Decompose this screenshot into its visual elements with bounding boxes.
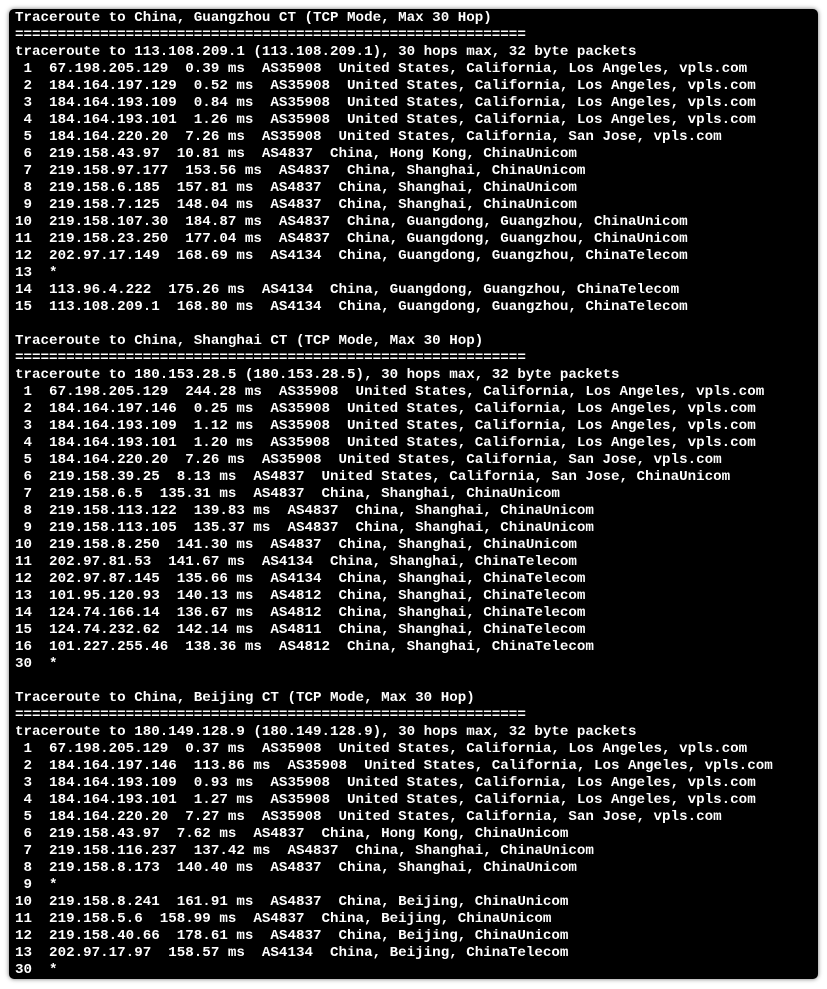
hop-line: 12 219.158.40.66 178.61 ms AS4837 China, Beijing, ChinaUnicom xyxy=(15,928,569,944)
section-title: Traceroute to China, Shanghai CT (TCP Mode, Max 30 Hop) xyxy=(15,333,484,349)
hop-line: 9 219.158.7.125 148.04 ms AS4837 China, Shanghai, ChinaUnicom xyxy=(15,197,577,213)
hop-line: 4 184.164.193.101 1.26 ms AS35908 United States, California, Los Angeles, vpls.com xyxy=(15,112,756,128)
hop-line: 2 184.164.197.146 113.86 ms AS35908 United States, California, Los Angeles, vpls.com xyxy=(15,758,773,774)
hop-line: 4 184.164.193.101 1.20 ms AS35908 United States, California, Los Angeles, vpls.com xyxy=(15,435,756,451)
hop-line: 30 * xyxy=(15,656,58,672)
traceroute-section xyxy=(15,333,818,673)
hop-line: 16 101.227.255.46 138.36 ms AS4812 China, Shanghai, ChinaTelecom xyxy=(15,639,594,655)
hop-line: 1 67.198.205.129 0.39 ms AS35908 United States, California, Los Angeles, vpls.com xyxy=(15,61,748,77)
section-separator: ============================================================ xyxy=(15,27,526,43)
hop-line: 8 219.158.113.122 139.83 ms AS4837 China, Shanghai, ChinaUnicom xyxy=(15,503,594,519)
hop-line: 11 219.158.5.6 158.99 ms AS4837 China, Beijing, ChinaUnicom xyxy=(15,911,552,927)
hop-line: 3 184.164.193.109 0.84 ms AS35908 United States, California, Los Angeles, vpls.com xyxy=(15,95,756,111)
hop-line: 6 219.158.43.97 7.62 ms AS4837 China, Hong Kong, ChinaUnicom xyxy=(15,826,569,842)
hop-line: 8 219.158.6.185 157.81 ms AS4837 China, Shanghai, ChinaUnicom xyxy=(15,180,577,196)
hop-line: 14 113.96.4.222 175.26 ms AS4134 China, Guangdong, Guangzhou, ChinaTelecom xyxy=(15,282,680,298)
hop-line: 3 184.164.193.109 0.93 ms AS35908 United States, California, Los Angeles, vpls.com xyxy=(15,775,756,791)
hop-line: 9 * xyxy=(15,877,58,893)
hop-line: 30 * xyxy=(15,962,58,978)
hop-line: 5 184.164.220.20 7.26 ms AS35908 United States, California, San Jose, vpls.com xyxy=(15,452,722,468)
hop-line: 9 219.158.113.105 135.37 ms AS4837 China, Shanghai, ChinaUnicom xyxy=(15,520,594,536)
terminal-output xyxy=(15,10,818,979)
hop-line: 10 219.158.107.30 184.87 ms AS4837 China, Guangdong, Guangzhou, ChinaUnicom xyxy=(15,214,688,230)
hop-line: 6 219.158.43.97 10.81 ms AS4837 China, Hong Kong, ChinaUnicom xyxy=(15,146,577,162)
hop-line: 12 202.97.87.145 135.66 ms AS4134 China, Shanghai, ChinaTelecom xyxy=(15,571,586,587)
traceroute-command-header: traceroute to 113.108.209.1 (113.108.209.1), 30 hops max, 32 byte packets xyxy=(15,44,637,60)
section-title: Traceroute to China, Beijing CT (TCP Mode, Max 30 Hop) xyxy=(15,690,475,706)
hop-line: 12 202.97.17.149 168.69 ms AS4134 China, Guangdong, Guangzhou, ChinaTelecom xyxy=(15,248,688,264)
terminal-window[interactable] xyxy=(9,9,818,979)
hop-line: 13 * xyxy=(15,265,58,281)
hop-line: 10 219.158.8.250 141.30 ms AS4837 China, Shanghai, ChinaUnicom xyxy=(15,537,577,553)
hop-line: 13 202.97.17.97 158.57 ms AS4134 China, Beijing, ChinaTelecom xyxy=(15,945,569,961)
hop-line: 13 101.95.120.93 140.13 ms AS4812 China, Shanghai, ChinaTelecom xyxy=(15,588,586,604)
section-separator: ============================================================ xyxy=(15,707,526,723)
hop-line: 1 67.198.205.129 0.37 ms AS35908 United States, California, Los Angeles, vpls.com xyxy=(15,741,748,757)
hop-line: 1 67.198.205.129 244.28 ms AS35908 United States, California, Los Angeles, vpls.com xyxy=(15,384,765,400)
hop-line: 7 219.158.116.237 137.42 ms AS4837 China, Shanghai, ChinaUnicom xyxy=(15,843,594,859)
hop-line: 10 219.158.8.241 161.91 ms AS4837 China, Beijing, ChinaUnicom xyxy=(15,894,569,910)
hop-line: 15 124.74.232.62 142.14 ms AS4811 China, Shanghai, ChinaTelecom xyxy=(15,622,586,638)
blank-line xyxy=(15,316,818,333)
blank-line xyxy=(15,673,818,690)
traceroute-command-header: traceroute to 180.149.128.9 (180.149.128.9), 30 hops max, 32 byte packets xyxy=(15,724,637,740)
hop-line: 14 124.74.166.14 136.67 ms AS4812 China, Shanghai, ChinaTelecom xyxy=(15,605,586,621)
hop-line: 3 184.164.193.109 1.12 ms AS35908 United States, California, Los Angeles, vpls.com xyxy=(15,418,756,434)
traceroute-command-header: traceroute to 180.153.28.5 (180.153.28.5), 30 hops max, 32 byte packets xyxy=(15,367,620,383)
hop-line: 7 219.158.97.177 153.56 ms AS4837 China, Shanghai, ChinaUnicom xyxy=(15,163,586,179)
hop-line: 2 184.164.197.129 0.52 ms AS35908 United States, California, Los Angeles, vpls.com xyxy=(15,78,756,94)
hop-line: 15 113.108.209.1 168.80 ms AS4134 China, Guangdong, Guangzhou, ChinaTelecom xyxy=(15,299,688,315)
hop-line: 5 184.164.220.20 7.26 ms AS35908 United States, California, San Jose, vpls.com xyxy=(15,129,722,145)
hop-line: 8 219.158.8.173 140.40 ms AS4837 China, Shanghai, ChinaUnicom xyxy=(15,860,577,876)
hop-line: 11 202.97.81.53 141.67 ms AS4134 China, Shanghai, ChinaTelecom xyxy=(15,554,577,570)
traceroute-section xyxy=(15,690,818,979)
hop-line: 11 219.158.23.250 177.04 ms AS4837 China, Guangdong, Guangzhou, ChinaUnicom xyxy=(15,231,688,247)
hop-line: 6 219.158.39.25 8.13 ms AS4837 United States, California, San Jose, ChinaUnicom xyxy=(15,469,731,485)
hop-line: 2 184.164.197.146 0.25 ms AS35908 United States, California, Los Angeles, vpls.com xyxy=(15,401,756,417)
section-separator: ============================================================ xyxy=(15,350,526,366)
traceroute-section xyxy=(15,10,818,316)
section-title: Traceroute to China, Guangzhou CT (TCP Mode, Max 30 Hop) xyxy=(15,10,492,26)
hop-line: 7 219.158.6.5 135.31 ms AS4837 China, Shanghai, ChinaUnicom xyxy=(15,486,560,502)
hop-line: 4 184.164.193.101 1.27 ms AS35908 United States, California, Los Angeles, vpls.com xyxy=(15,792,756,808)
hop-line: 5 184.164.220.20 7.27 ms AS35908 United States, California, San Jose, vpls.com xyxy=(15,809,722,825)
